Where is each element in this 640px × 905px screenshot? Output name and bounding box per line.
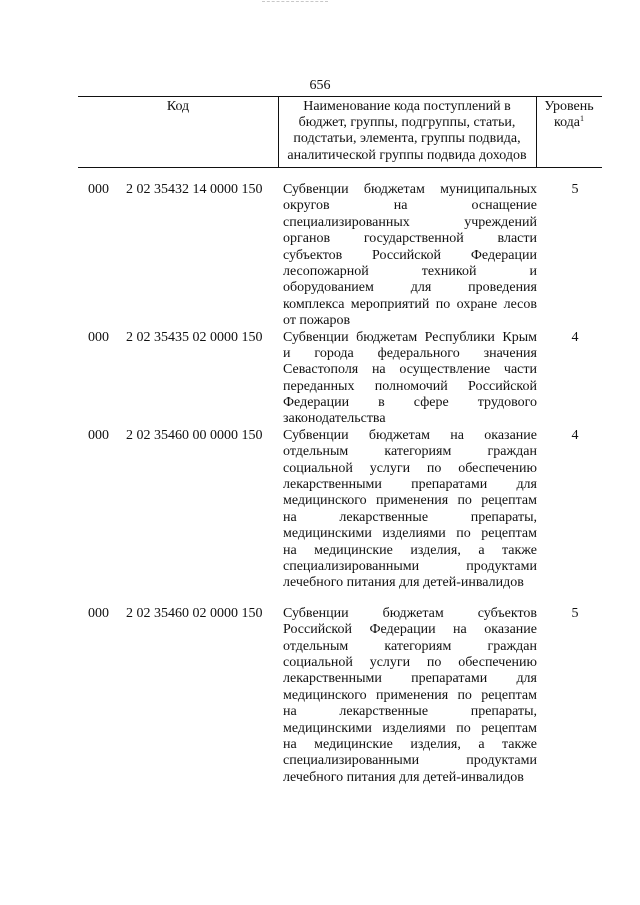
row-income-code: 2 02 35435 02 0000 150 (126, 329, 263, 345)
row-name-line: отдельным категориям граждан (283, 638, 537, 654)
row-name-line: лесопожарной техникой и (283, 263, 537, 279)
row-income-code: 2 02 35460 02 0000 150 (126, 605, 263, 621)
row-name-line: на лекарственные препараты, (283, 704, 537, 720)
row-name-line: комплекса мероприятий по охране лесов (283, 296, 537, 312)
row-name-line: Субвенции бюджетам на оказание (283, 427, 537, 443)
row-name-line: Севастополя на осуществление части (283, 362, 537, 378)
header-name-line: подстатьи, элемента, группы подвида, (293, 131, 521, 147)
table-row (0, 182, 640, 330)
header-name-line: аналитической группы подвида доходов (287, 147, 527, 163)
row-level: 5 (571, 605, 579, 621)
row-name (283, 182, 537, 330)
row-name-line: Субвенции бюджетам муниципальных (283, 182, 537, 197)
row-name-line: на медицинские изделия, а также (283, 542, 537, 558)
row-prefix-code: 000 (88, 427, 109, 443)
row-prefix-code: 000 (88, 329, 109, 345)
table-row (0, 330, 640, 428)
header-level-line1: Уровень (544, 99, 594, 114)
header-level-line2 (536, 115, 602, 131)
table-body (0, 182, 640, 786)
row-name-line: на лекарственные препараты, (283, 509, 537, 525)
header-level-text: кода (553, 115, 581, 131)
table-row (0, 606, 640, 786)
row-name-line: Российской Федерации на оказание (283, 622, 537, 638)
header-code: Код (166, 99, 190, 114)
row-name (283, 428, 537, 592)
row-name-line: медицинскими изделиями по рецептам (283, 720, 537, 736)
row-level: 4 (571, 427, 579, 443)
row-name-line: Федерации в сфере трудового (283, 395, 537, 411)
row-name-line: медицинского применения по рецептам (283, 493, 537, 509)
row-name-line: законодательства (283, 411, 386, 427)
header-level-footnote: 1 (580, 114, 585, 124)
row-name-line: отдельным категориям граждан (283, 444, 537, 460)
row-name-line: субъектов Российской Федерации (283, 247, 537, 263)
row-name-line: медицинского применения по рецептам (283, 687, 537, 703)
row-name-line: лечебного питания для детей-инвалидов (283, 769, 524, 785)
row-name-line: Субвенции бюджетам субъектов (283, 605, 537, 621)
row-name-line: социальной услуги по обеспечению (283, 460, 537, 476)
header-name (278, 99, 536, 164)
row-name-line: специализированными продуктами (283, 753, 537, 769)
row-name-line: медицинскими изделиями по рецептам (283, 526, 537, 542)
row-name-line: лекарственными препаратами для (283, 477, 537, 493)
header-level (536, 99, 602, 131)
row-name-line: лекарственными препаратами для (283, 671, 537, 687)
row-name-line: округов на оснащение (283, 198, 537, 214)
table-header (78, 96, 602, 168)
row-level: 5 (571, 182, 579, 197)
row-name-line: Субвенции бюджетам Республики Крым (283, 329, 537, 345)
row-prefix-code: 000 (88, 605, 109, 621)
top-scan-mark (262, 1, 328, 2)
row-name-line: оборудованием для проведения (283, 280, 537, 296)
header-name-line: Наименование кода поступлений в (303, 99, 511, 114)
row-income-code: 2 02 35432 14 0000 150 (126, 182, 263, 197)
header-name-line: бюджет, группы, подгруппы, статьи, (298, 115, 516, 131)
row-name-line: социальной услуги по обеспечению (283, 654, 537, 670)
table-row (0, 428, 640, 592)
page-number: 656 (309, 78, 331, 93)
row-name-line: лечебного питания для детей-инвалидов (283, 575, 524, 591)
row-level: 4 (571, 329, 579, 345)
row-name-line: на медицинские изделия, а также (283, 736, 537, 752)
row-prefix-code: 000 (88, 182, 109, 197)
row-income-code: 2 02 35460 00 0000 150 (126, 427, 263, 443)
row-name-line: от пожаров (283, 313, 351, 329)
row-name-line: специализированных учреждений (283, 214, 537, 230)
row-name (283, 606, 537, 786)
row-name-line: специализированными продуктами (283, 558, 537, 574)
row-name (283, 330, 537, 428)
row-name-line: и города федерального значения (283, 345, 537, 361)
row-name-line: органов государственной власти (283, 231, 537, 247)
row-name-line: переданных полномочий Российской (283, 378, 537, 394)
